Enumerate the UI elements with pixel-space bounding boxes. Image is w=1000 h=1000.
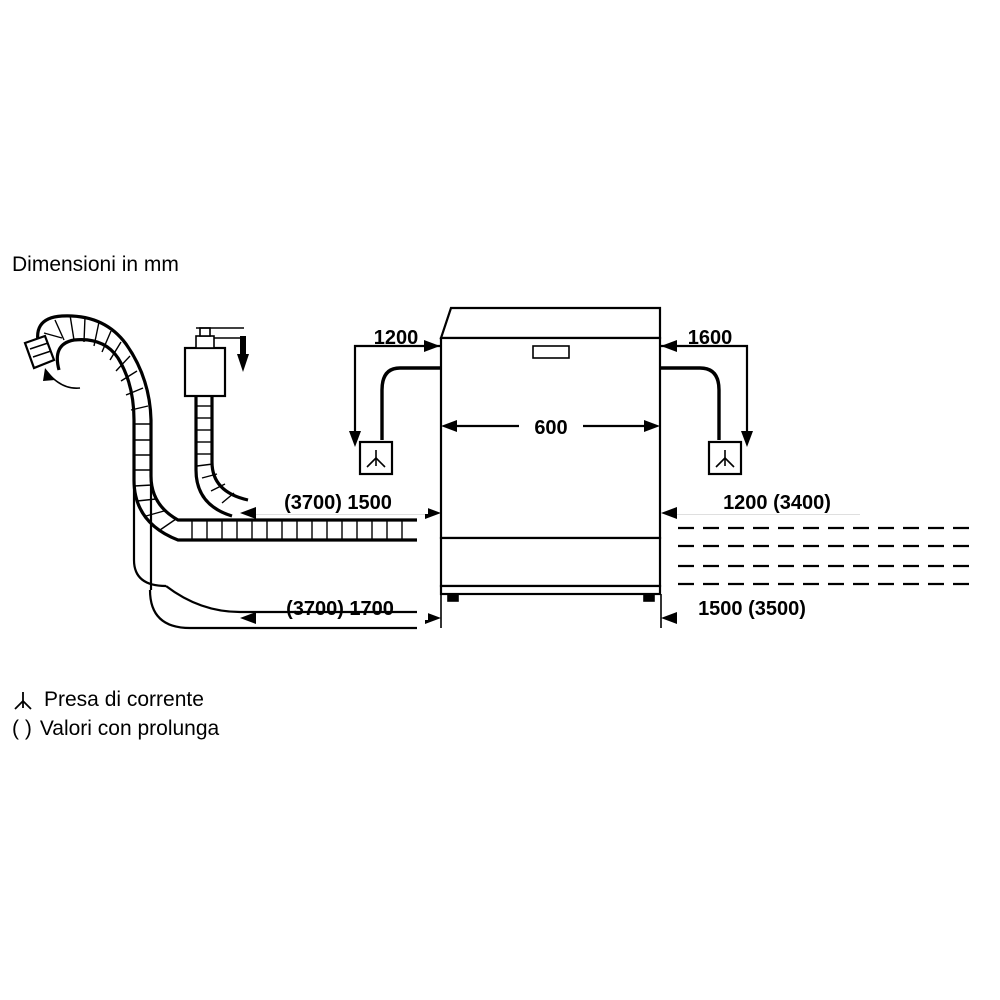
- left-socket-symbol: [360, 442, 392, 474]
- page-title-text: Dimensioni in mm: [12, 253, 179, 276]
- hose-curve-left: [382, 368, 440, 440]
- page-title: [12, 253, 179, 277]
- aquastop-valve: [185, 328, 249, 396]
- dimension-label-left-lower: (3700) 1700: [286, 598, 394, 620]
- legend-socket-label: Presa di corrente: [44, 688, 204, 711]
- power-socket-icon: [12, 689, 34, 711]
- dimension-label-left-middle: (3700) 1500: [284, 492, 392, 514]
- legend-socket-row: [12, 688, 204, 712]
- legend-extension-label: Valori con prolunga: [39, 717, 220, 740]
- dishwasher-body: [441, 308, 660, 601]
- right-socket-symbol: [709, 442, 741, 474]
- dimension-label-right-socket: 1600: [687, 327, 733, 349]
- dimension-label-left-socket: 1200: [373, 327, 419, 349]
- left-socket-leader: [349, 340, 440, 447]
- legend-extension-prefix: ( ): [12, 717, 32, 740]
- dimension-label-right-middle: 1200 (3400): [723, 492, 831, 514]
- dashed-hose-runs-right: [678, 528, 978, 584]
- dimension-label-width: 600: [534, 417, 568, 439]
- dimension-label-right-lower: 1500 (3500): [698, 598, 806, 620]
- valve-hose-run: [196, 396, 248, 516]
- right-socket-leader: [661, 340, 753, 447]
- legend-extension-row: [12, 717, 219, 741]
- hose-curve-right: [661, 368, 719, 440]
